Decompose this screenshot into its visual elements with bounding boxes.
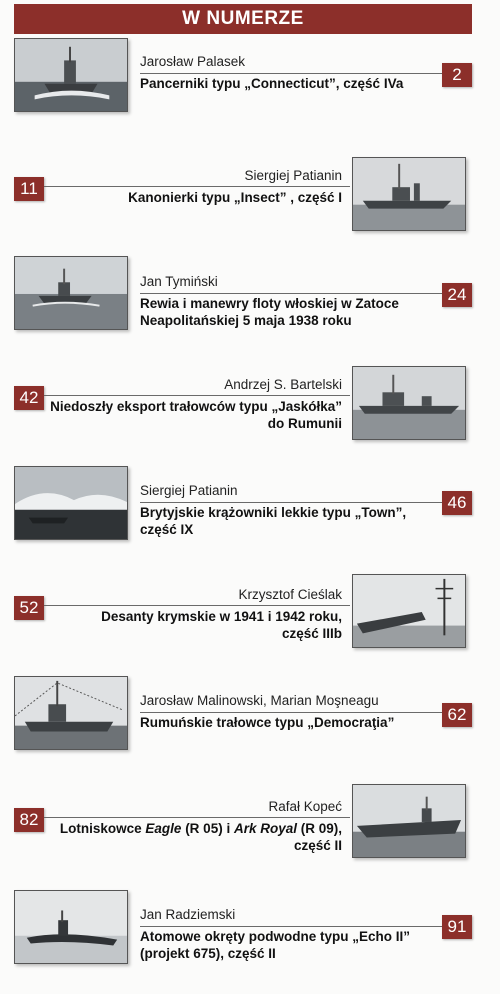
page-number: 2 [452, 65, 462, 84]
page-number-badge [14, 386, 44, 410]
article-title-line-1: Lotniskowce Eagle (R 05) i Ark Royal (R 09), [59, 821, 342, 836]
aircraft-carrier-photo [352, 784, 466, 858]
divider-line [44, 395, 350, 396]
article-title-line-2: część IIIb [281, 626, 342, 641]
author-name: Krzysztof Cieślak [238, 587, 342, 602]
gunboat-photo [352, 157, 466, 231]
divider-line [44, 186, 350, 187]
divider-line [140, 73, 444, 74]
ship-name: Eagle [145, 821, 182, 836]
section-title: W NUMERZE [182, 8, 304, 29]
dressed-ship-photo [14, 676, 128, 750]
article-title-line-2: część II [293, 838, 342, 853]
divider-line [44, 605, 350, 606]
toc-entry[interactable] [0, 466, 500, 546]
battleship-photo [14, 38, 128, 112]
article-title-line-1: Brytyjskie krążowniki lekkie typu „Town”, [140, 505, 407, 520]
article-title-line-1: Niedoszły eksport trałowców typu „Jaskółka” [50, 399, 342, 414]
author-name: Jan Tymiński [140, 274, 218, 289]
article-title-line-1: Desanty krymskie w 1941 i 1942 roku, [101, 609, 342, 624]
article-title-line-2: do Rumunii [267, 416, 342, 431]
page-number-badge [442, 703, 472, 727]
italian-fleet-photo [14, 256, 128, 330]
divider-line [140, 293, 444, 294]
author-name: Siergiej Patianin [244, 168, 342, 183]
article-title: Pancerniki typu „Connecticut”, część IVa [140, 76, 404, 91]
toc-entry[interactable] [0, 153, 500, 233]
page-number-badge [442, 915, 472, 939]
author-name: Jarosław Malinowski, Marian Moşneagu [140, 693, 379, 708]
divider-line [140, 926, 444, 927]
article-title: Rumuńskie trałowce typu „Democraţia” [140, 715, 395, 730]
page-number: 52 [19, 598, 39, 617]
page-number-badge [14, 596, 44, 620]
article-title-line-1: Atomowe okręty podwodne typu „Echo II” [140, 929, 411, 944]
divider-line [140, 712, 444, 713]
wrecked-ship-photo [352, 574, 466, 648]
page-number: 11 [20, 179, 38, 198]
article-title-line-1: Rewia i manewry floty włoskiej w Zatoce [140, 296, 399, 311]
divider-line [44, 817, 350, 818]
page-number: 91 [447, 917, 467, 936]
toc-entry[interactable] [0, 784, 500, 864]
minesweeper-photo [352, 366, 466, 440]
article-title-line-2: (projekt 675), część II [140, 946, 276, 961]
page-number: 24 [447, 285, 467, 304]
page-number: 82 [19, 810, 39, 829]
author-name: Andrzej S. Bartelski [224, 377, 342, 392]
divider-line [140, 502, 444, 503]
author-name: Jarosław Palasek [140, 54, 246, 69]
page-number-badge [14, 808, 44, 832]
cruiser-battle-photo [14, 466, 128, 540]
ship-name: Ark Royal [233, 821, 297, 836]
section-header [14, 4, 472, 34]
toc-entry[interactable] [0, 890, 500, 970]
page-number-badge [442, 283, 472, 307]
article-title-line-2: część IX [140, 522, 194, 537]
toc-entry[interactable] [0, 572, 500, 652]
author-name: Jan Radziemski [140, 907, 236, 922]
page-number: 46 [447, 493, 467, 512]
toc-entry[interactable] [0, 366, 500, 446]
author-name: Siergiej Patianin [140, 483, 238, 498]
author-name: Rafał Kopeć [268, 799, 342, 814]
toc-entry[interactable] [0, 676, 500, 756]
article-title: Kanonierki typu „Insect” , część I [128, 190, 342, 205]
page-number-badge [442, 491, 472, 515]
toc-entry[interactable] [0, 256, 500, 336]
toc-entry[interactable] [0, 38, 500, 118]
page-number: 42 [19, 388, 39, 407]
page-number-badge [14, 177, 44, 201]
submarine-photo [14, 890, 128, 964]
page-number-badge [442, 63, 472, 87]
article-title-line-2: Neapolitańskiej 5 maja 1938 roku [140, 313, 352, 328]
page-number: 62 [447, 705, 467, 724]
